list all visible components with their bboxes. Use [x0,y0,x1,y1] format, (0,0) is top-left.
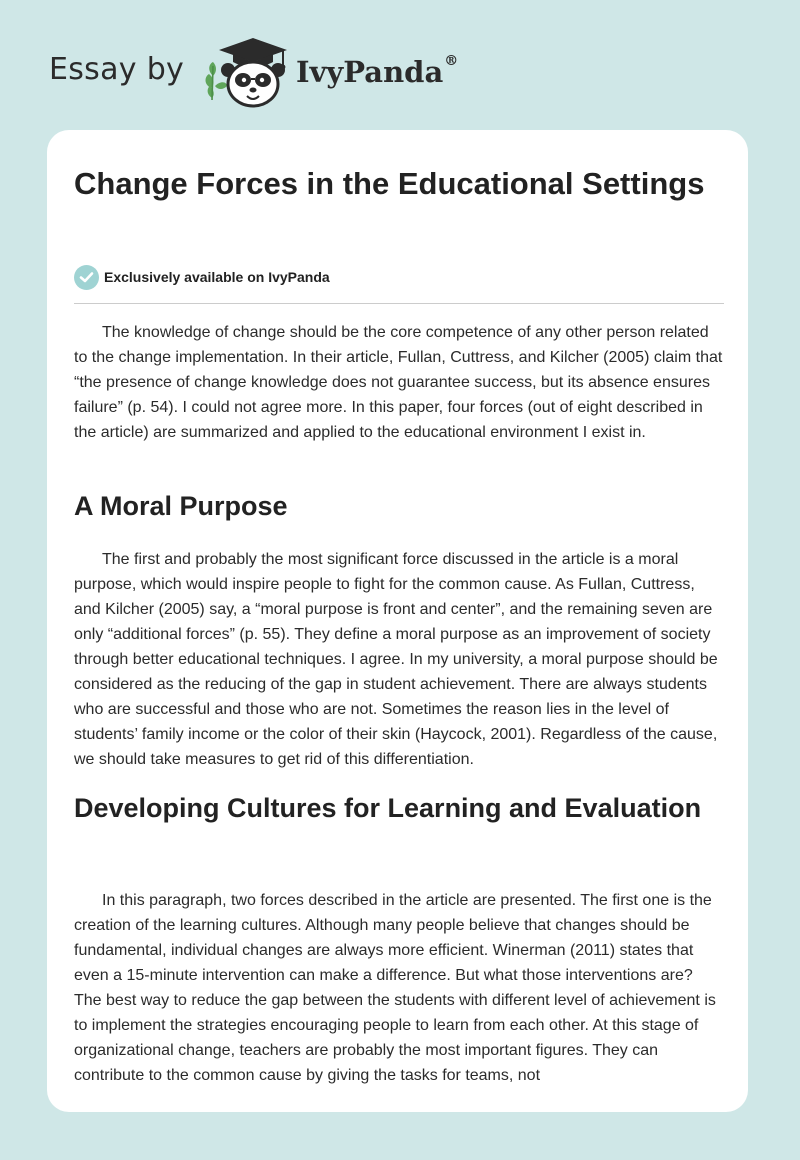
moral-purpose-paragraph: The first and probably the most significant force discussed in the article is a moral purpose, which would inspire people to fight for the common cause. As Fullan, Cuttress, and Kilcher (2005) say, a “moral purpose is front and center”, and the remaining seven are only “additional forces” (p. 55). They define a moral purpose as an improvement of society through better educational techniques. I agree. In my university, a moral purpose should be considered as the reducing of the gap in student achievement. There are always students who are successful and those who are not. Sometimes the reason lies in the level of students’ family income or the color of their skin (Haycock, 2001). Regardless of the cause, we should take measures to get rid of this differentiation. [74,551,718,768]
check-circle-icon [74,265,99,290]
section-heading-moral-purpose: A Moral Purpose [74,491,288,521]
exclusive-badge [74,264,330,290]
site-header [0,0,800,130]
section-heading-developing-cultures: Developing Cultures for Learning and Evaluation [74,793,702,823]
essay-card [47,130,748,1112]
registered-mark: ® [444,53,459,69]
panda-logo-icon[interactable] [203,36,293,110]
developing-cultures-paragraph: In this paragraph, two forces described in the article are presented. The first one is the creation of the learning cultures. Although many people believe that changes should be fundamental, individual changes are always more efficient. Winerman (2011) states that even a 15-minute intervention can make a difference. But what those interventions are? The best way to reduce the gap between the students with different level of achievement is to implement the strategies encouraging people to learn from each other. At this stage of organizational change, teachers are probably the most important figures. They can contribute to the common cause by giving the tasks for teams, not [74,892,716,1084]
intro-paragraph: The knowledge of change should be the core competence of any other person related to the change implementation. In their article, Fullan, Cuttress, and Kilcher (2005) claim that “the presence of change knowledge does not guarantee success, but its absence ensures failure” (p. 54). I could not agree more. In this paper, four forces (out of eight described in the article) are summarized and applied to the educational environment I exist in. [74,324,723,441]
title-divider [74,303,724,304]
brand-name[interactable]: IvyPanda® [296,53,459,89]
essay-title: Change Forces in the Educational Settings [74,166,705,201]
essay-by-label: Essay by [49,52,185,87]
exclusive-label: Exclusively available on IvyPanda [104,269,330,285]
